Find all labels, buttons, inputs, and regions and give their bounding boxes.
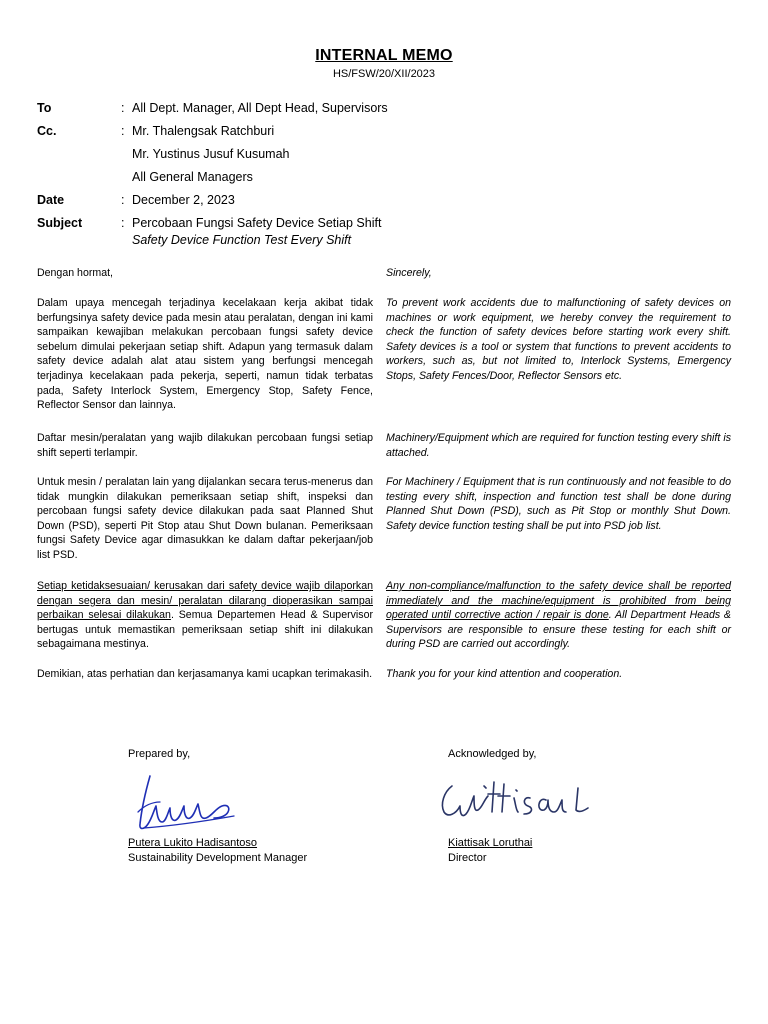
- body-english: [386, 266, 731, 706]
- acknowledged-title: Director: [448, 852, 487, 864]
- date-label: Date: [37, 193, 65, 207]
- greeting-en: Sincerely,: [386, 267, 432, 279]
- cc-value-3: All General Managers: [132, 170, 253, 184]
- greeting-id: Dengan hormat,: [37, 267, 113, 279]
- paragraph-id-5: Demikian, atas perhatian dan kerjasamanya kami ucapkan terimakasih.: [37, 668, 373, 680]
- subject-colon: :: [121, 216, 125, 230]
- cc-label: Cc.: [37, 124, 57, 138]
- acknowledged-name: Kiattisak Loruthai: [448, 837, 533, 849]
- to-colon: :: [121, 101, 125, 115]
- paragraph-en-2: Machinery/Equipment which are required for function testing every shift is attached.: [386, 432, 731, 459]
- memo-reference: HS/FSW/20/XII/2023: [332, 68, 436, 80]
- paragraph-id-4: [37, 579, 373, 652]
- paragraph-en-3: For Machinery / Equipment that is run continuously and not feasible to do testing every shift, inspection and function test shall be done during Planned Shut Down (PSD), such as Pit Stop or monthly Shut Down. Safety device function testing shall be put into PSD job list.: [386, 476, 731, 532]
- paragraph-en-4: [386, 579, 731, 652]
- prepared-signature: [130, 772, 240, 834]
- paragraph-id-2: Daftar mesin/peralatan yang wajib dilakukan percobaan fungsi setiap shift seperti terlampir.: [37, 432, 373, 459]
- paragraph-id-1: Dalam upaya mencegah terjadinya kecelakaan kerja akibat tidak berfungsinya safety device pada mesin atau peralatan, dengan ini kami sampaikan kewajiban melakukan percobaan fungsi safety device sebelum dimulai pekerjaan setiap shift. Adapun yang termasuk dalam safety device adalah alat atau sistem yang berfungsi mencegah terjadinya kecelakaan pada pekerja, seperti, namun tidak terbatas pada, Safety Interlock System, Emergency Stop, Safety Fence, Reflector Sensor dan lainnya.: [37, 297, 373, 412]
- prepared-title: Sustainability Development Manager: [128, 852, 308, 864]
- subject-value: Percobaan Fungsi Safety Device Setiap Shift: [132, 216, 382, 230]
- paragraph-en-1: To prevent work accidents due to malfunctioning of safety devices on machines or work equipment, we hereby convey the requirement to check the function of safety devices before starting work every shift. Safety devices is a tool or system that functions to prevent accidents to workers, such as, but not limited to, Interlock Systems, Emergency Stops, Safety Fences/Door, Reflector Sensors etc.: [386, 297, 731, 382]
- paragraph-id-3: Untuk mesin / peralatan lain yang dijalankan secara terus-menerus dan tidak mungkin dilakukan pemeriksaan setiap shift, inspeksi dan percobaan fungsi safety device dilakukan pada saat Planned Shut Down (PSD), seperti Pit Stop atau Shut Down bulanan. Pemeriksaan fungsi Safety Device agar dimasukkan ke dalam daftar pekerjaan/job list PSD.: [37, 476, 373, 561]
- paragraph-en-4-underlined: Any non-compliance/malfunction to the safety device shall be reported immediately and the machine/equipment is prohibited from being operated until corrective action / repair is done: [386, 580, 731, 622]
- cc-value-1: Mr. Thalengsak Ratchburi: [132, 124, 275, 138]
- subject-label: Subject: [37, 216, 83, 230]
- paragraph-en-4-rest: . All Department Heads & Supervisors are responsible to ensure these testing for each shift or during PSD are carried out accordingly.: [386, 609, 731, 651]
- prepared-by-label: Prepared by,: [128, 748, 191, 760]
- paragraph-id-4-underlined: Setiap ketidaksesuaian/ kerusakan dari safety device wajib dilaporkan dengan segera dan mesin/ peralatan dilarang dioperasikan sampai perbaikan selesai dilakukan: [37, 580, 373, 622]
- memo-title: INTERNAL MEMO: [315, 47, 453, 64]
- body-indonesian: [37, 266, 373, 706]
- prepared-name: Putera Lukito Hadisantoso: [128, 837, 258, 849]
- paragraph-en-5: Thank you for your kind attention and cooperation.: [386, 668, 623, 680]
- to-value: All Dept. Manager, All Dept Head, Supervisors: [132, 101, 388, 115]
- subject-value-english: Safety Device Function Test Every Shift: [132, 233, 352, 247]
- date-colon: :: [121, 193, 125, 207]
- acknowledged-by-label: Acknowledged by,: [448, 748, 537, 760]
- date-value: December 2, 2023: [132, 193, 235, 207]
- cc-value-2: Mr. Yustinus Jusuf Kusumah: [132, 147, 290, 161]
- cc-colon: :: [121, 124, 125, 138]
- acknowledged-signature: [438, 778, 598, 828]
- to-label: To: [37, 101, 52, 115]
- paragraph-id-4-rest: . Semua Departemen Head & Supervisor bertugas untuk memastikan pemeriksaan setiap shift ini dilakukan sebagaimana mestinya.: [37, 609, 373, 651]
